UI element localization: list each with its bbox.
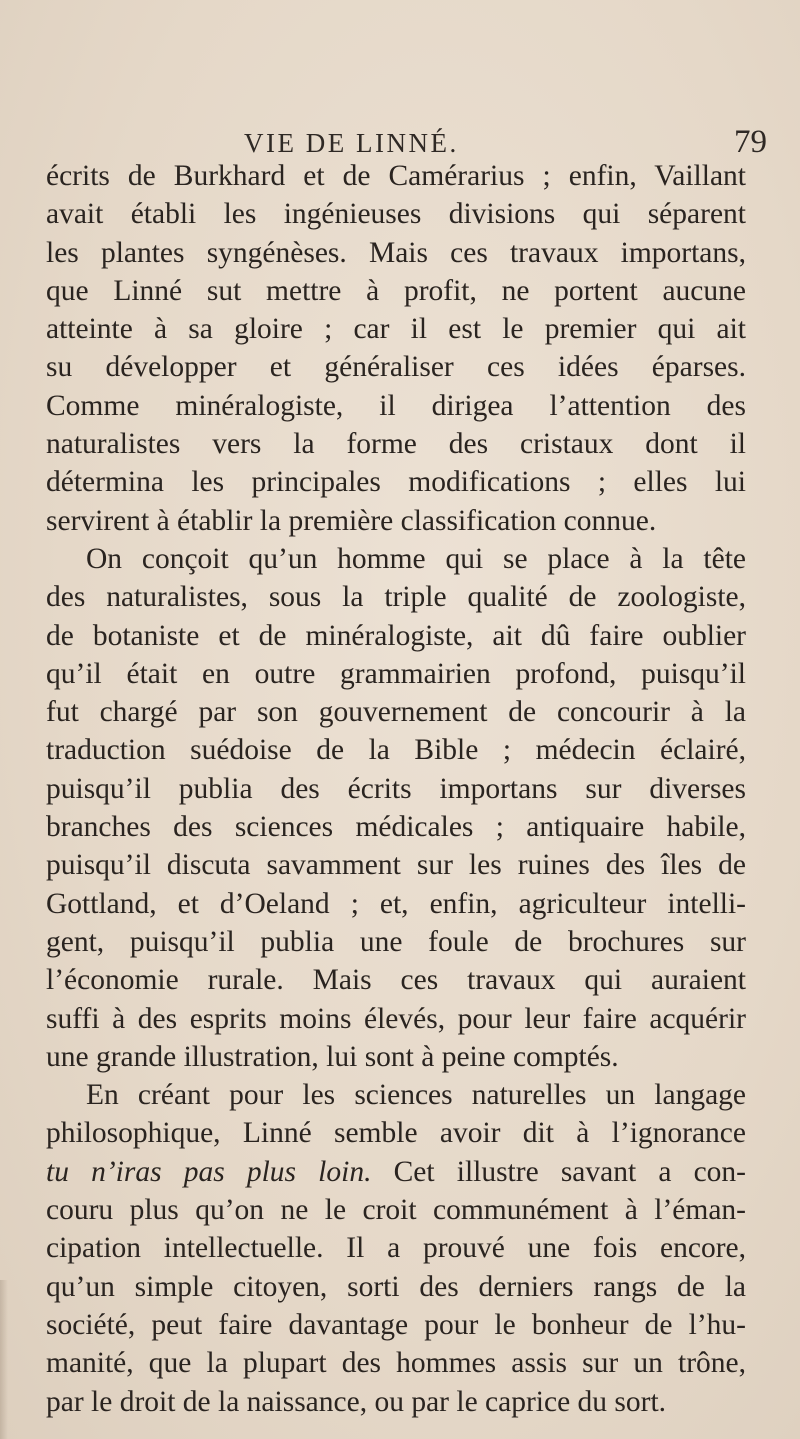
text-line: suffi à des esprits moins élevés, pour leur faire acquérir xyxy=(46,1002,746,1035)
text-line: de botaniste et de minéralogiste, ait dû faire oublier xyxy=(46,619,746,652)
text-line: branches des sciences médicales ; antiquaire habile, xyxy=(46,811,746,844)
text-line: su développer et généraliser ces idées éparses. xyxy=(46,351,746,384)
text-line: une grande illustration, lui sont à peine comptés. xyxy=(46,1040,619,1073)
text-line: que Linné sut mettre à profit, ne portent aucune xyxy=(46,274,746,307)
text-line: puisqu’il publia des écrits importans sur diverses xyxy=(46,772,746,805)
text-line: puisqu’il discuta savamment sur les ruines des îles de xyxy=(46,849,746,882)
text-line: avait établi les ingénieuses divisions qui séparent xyxy=(46,198,746,231)
text-line: par le droit de la naissance, ou par le caprice du sort. xyxy=(46,1385,667,1418)
text-line: Comme minéralogiste, il dirigea l’attention des xyxy=(46,389,746,422)
text-line: les plantes syngénèses. Mais ces travaux importans, xyxy=(46,236,746,269)
text-line: naturalistes vers la forme des cristaux dont il xyxy=(46,428,746,461)
body-text xyxy=(46,157,746,1421)
running-head xyxy=(0,122,800,162)
text-line: des naturalistes, sous la triple qualité de zoologiste, xyxy=(46,581,746,614)
paragraph-start-line: On conçoit qu’un homme qui se place à la tête xyxy=(86,542,746,575)
text-line: atteinte à sa gloire ; car il est le premier qui ait xyxy=(46,313,746,346)
text-line: Gottland, et d’Oeland ; et, enfin, agriculteur intelli- xyxy=(46,887,746,920)
italic-quote: tu n’iras pas plus loin. xyxy=(46,1155,372,1188)
text-line: écrits de Burkhard et de Camérarius ; enfin, Vaillant xyxy=(46,160,746,192)
text-line: qu’il était en outre grammairien profond, puisqu’il xyxy=(46,657,746,690)
text-line: qu’un simple citoyen, sorti des derniers rangs de la xyxy=(46,1270,746,1303)
page-edge-shadow xyxy=(0,1280,8,1439)
text-line: servirent à établir la première classification connue. xyxy=(46,504,657,537)
text-line: manité, que la plupart des hommes assis sur un trône, xyxy=(46,1347,746,1380)
text-line: fut chargé par son gouvernement de concourir à la xyxy=(46,696,746,729)
text-line: cipation intellectuelle. Il a prouvé une fois encore, xyxy=(46,1232,746,1265)
text-line-with-quote xyxy=(46,1153,746,1191)
text-line: gent, puisqu’il publia une foule de brochures sur xyxy=(46,925,746,958)
text-fragment: Cet illustre savant a con- xyxy=(393,1155,747,1188)
text-line: détermina les principales modifications ; elles lui xyxy=(46,466,746,499)
text-line: traduction suédoise de la Bible ; médecin éclairé, xyxy=(46,734,746,767)
running-title: VIE DE LINNÉ. xyxy=(244,128,459,158)
text-line: philosophique, Linné semble avoir dit à l’ignorance xyxy=(46,1117,746,1150)
page-number: 79 xyxy=(734,124,767,160)
paragraph-start-line: En créant pour les sciences naturelles un langage xyxy=(86,1079,746,1112)
text-line: l’économie rurale. Mais ces travaux qui auraient xyxy=(46,964,746,997)
text-line: couru plus qu’on ne le croit communément à l’éman- xyxy=(46,1194,746,1227)
text-line: société, peut faire davantage pour le bonheur de l’hu- xyxy=(46,1308,746,1341)
